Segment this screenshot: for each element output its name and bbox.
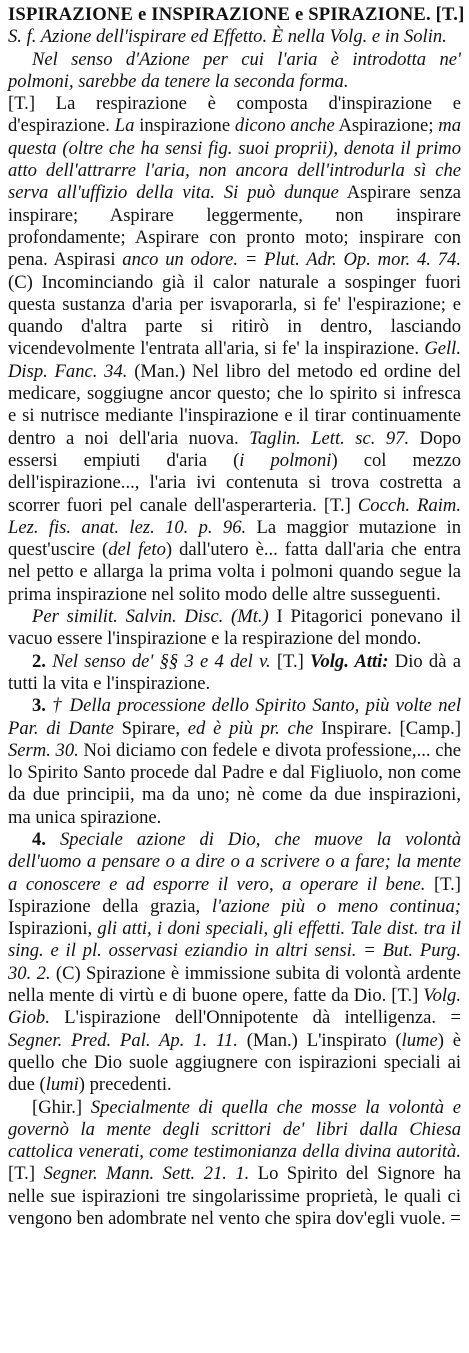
text-run: Aspirazione; [334, 115, 439, 137]
citation: Serm. 30. [8, 739, 79, 761]
citation: anco un odore. = Plut. Adr. Op. mor. 4. 74. [122, 249, 461, 271]
text-run: lumi [45, 1074, 79, 1096]
text-run: del feto [108, 539, 166, 561]
sense-intro-body [8, 93, 461, 606]
text-run: L'ispirazione dell'Onnipotente dà intelligenza. = [49, 1007, 461, 1029]
sense-definition: Speciale azione di Dio, che muove la volontà dell'uomo a pensare o a dire o a scrivere o a fare; la mente a conoscere e ad esporre il vero, a operare il bene. [8, 828, 461, 895]
text-run: La maggior mutazione in quest'uscire ( [8, 516, 462, 561]
text-run: (C) Incominciando già il calor naturale a sospinger fuori questa sustanza d'aria per isvaporarla, si fe' l'espirazione; e quando d'altra parte si ritirò in dentro, lasciando vicendevolmente l'entrata all'aria, si fe' la inspirazione. [8, 271, 461, 360]
sense-definition: Nel senso de' §§ 3 e 4 del v. [45, 650, 271, 672]
text-run: Lo Spirito del Signore ha nelle sue ispirazioni tre singolarissime proprietà, le quali ci vengono ben adombrate nel vento che spira dov'egli vuole. = [8, 1163, 461, 1230]
text-run: [T.] [8, 1163, 44, 1185]
entry-header [8, 4, 465, 49]
sense-2 [8, 651, 461, 696]
sense-number: 4. [32, 828, 46, 850]
text-run: [T.] Ispirazione della grazia, [8, 873, 461, 917]
citation: Segner. Pred. Pal. Ap. 1. 11. [8, 1029, 238, 1051]
text-run: (Man.) Nel libro del metodo ed ordine del medicare, soggiugne ancor questo; che lo spirito si infresca e si nutrisce mediante l'inspirazione e il tirar continuamente dentro a noi dell'aria nuova. [8, 360, 461, 449]
text-run: [Ghir.] [32, 1096, 91, 1118]
text-run: I Pitagorici ponevano il vacuo essere l'inspirazione e la respirazione del mondo. [8, 606, 462, 650]
text-run: ) è quello che Dio suole aggiugnere con ispirazioni speciali ai due ( [8, 1029, 462, 1096]
sense-intro-note: Nel senso d'Azione per cui l'aria è introdotta ne' polmoni, sarebbe da tenere la seconda forma. [8, 48, 461, 92]
sense-3 [8, 695, 461, 829]
text-run: Noi diciamo con fedele e divota professione,... che lo Spirito Santo procede dal Padre e dal Figliuolo, non come da due principii, ma da uno; nè come da due inspirazioni, ma unica spirazione. [8, 739, 461, 828]
sense-number: 3. [32, 695, 46, 717]
text-run: ) precedenti. [78, 1074, 172, 1096]
text-run: Dio dà a tutti la vita e l'inspirazione. [8, 650, 461, 694]
text-run: gli atti, i doni speciali, gli effetti. Tale dist. tra il sing. e il pl. osservasi eziandio in altri sensi. = But. Purg. 30. 2. [8, 918, 461, 984]
citation: Gell. Disp. Fanc. 34. [8, 338, 461, 382]
text-run: [T.] [270, 650, 311, 672]
text-run: inspirazione [134, 115, 235, 137]
text-run: ed è più pr. che [187, 717, 314, 739]
sense-definition: Specialmente di quella che mosse la volontà e governò la mente degli scrittori de' libri dalla Chiesa cattolica venerati, come testimonianza della divina autorità. [8, 1096, 461, 1163]
citation: Segner. Mann. Sett. 21. 1. [43, 1163, 250, 1185]
text-run: Aspirare senza inspirare; Aspirare leggermente, non inspirare profondamente; Aspirare con pronto moto; inspirare con pena. Aspirasi [8, 182, 461, 271]
text-run: La [114, 115, 135, 137]
headword: ISPIRAZIONE e INSPIRAZIONE e SPIRAZIONE. [T.] [8, 4, 465, 25]
citation: Cocch. Raim. Lez. fis. anat. lez. 10. p. 96. [8, 494, 461, 538]
text-run: [T.] La respirazione è composta d'inspirazione e d'espirazione. [8, 93, 461, 137]
text-run: dicono anche [234, 115, 335, 137]
citation: Volg. Giob. [8, 985, 461, 1029]
text-run: Spirare, [113, 717, 188, 739]
text-run: (C) Spirazione è immissione subita di volontà ardente nella mente di virtù e di buone opere, fatte da Dio. [T.] [8, 962, 461, 1007]
gloss: S. f. Azione dell'ispirare ed Effetto. È nella Volg. e in Solin. [8, 26, 447, 48]
text-run: Inspirare. [Camp.] [313, 717, 462, 739]
sense-definition: † Della processione dello Spirito Santo, più volte nel Par. di Dante [8, 695, 461, 739]
citation: Per similit. Salvin. Disc. (Mt.) [32, 606, 269, 628]
sense-similit [8, 606, 461, 651]
citation: Taglin. Lett. sc. 97. [249, 427, 410, 449]
text-run: Dopo essersi empiuti d'aria ( [8, 427, 461, 471]
text-run: ) col mezzo dell'ispirazione..., l'aria ivi contenuta si trova costretta a scorrer fuori pel canale dell'asperarteria. [T.] [8, 449, 461, 516]
text-run: i polmoni [239, 449, 332, 471]
text-run: (Man.) L'inspirato ( [237, 1029, 402, 1051]
text-run: l'azione più o meno continua; [211, 895, 461, 917]
sense-4 [8, 829, 461, 1097]
text-run: ma questa (oltre che ha sensi fig. suoi proprii), denota il primo atto dell'attrarre l'aria, non ancora dell'introdurla sì che serva all'uffizio della vita. Si può dunque [8, 115, 462, 204]
sense-ghir [8, 1097, 461, 1231]
text-run: lume [401, 1029, 438, 1051]
citation: Volg. Atti: [310, 650, 389, 672]
text-run: Ispirazioni, [8, 918, 98, 940]
text-run: ) dall'utero è... fatta dall'aria che entra nel petto e allarga la prima volta i polmoni quando segue la prima inspirazione nel solito modo delle altre susseguenti. [8, 539, 461, 605]
sense-number: 2. [32, 650, 46, 672]
